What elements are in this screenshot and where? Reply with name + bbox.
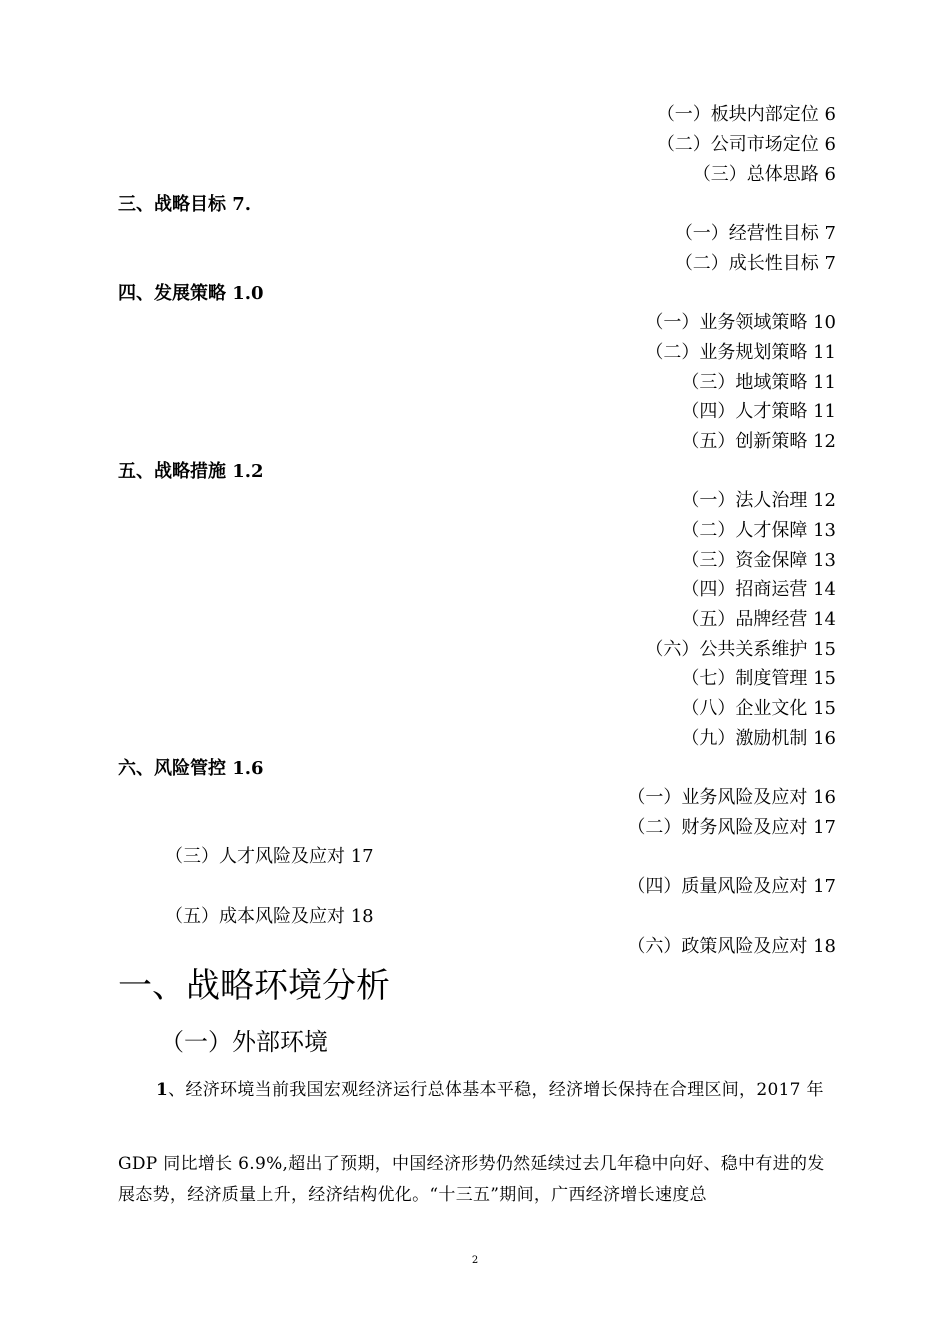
toc-entry[interactable]: （三）人才风险及应对 17 [165,846,374,867]
body-paragraph: GDP 同比增长 6.9%,超出了预期，中国经济形势仍然延续过去几年稳中向好、稳中有进的发展态势，经济质量上升，经济结构优化。“十三五”期间，广西经济增长速度总 [118,1154,825,1205]
section-heading-2: （一）外部环境 [160,1028,328,1056]
toc-entry[interactable]: （一）经营性目标 7 [674,223,836,244]
toc-section-heading[interactable]: 四、发展策略 1.0 [118,283,264,304]
toc-entry[interactable]: （二）财务风险及应对 17 [627,817,836,838]
toc-entry[interactable]: （五）成本风险及应对 18 [165,906,374,927]
toc-entry[interactable]: （四）招商运营 14 [681,579,836,600]
paragraph-number: 1 [156,1080,169,1100]
paragraph-text: 、经济环境当前我国宏观经济运行总体基本平稳，经济增长保持在合理区间，2017 年 [168,1080,824,1100]
toc-entry[interactable]: （三）资金保障 13 [681,550,836,571]
section-heading-1: 一、战略环境分析 [118,966,390,1006]
toc-entry[interactable]: （九）激励机制 16 [681,728,836,749]
toc-entry[interactable]: （六）公共关系维护 15 [645,639,836,660]
toc-entry[interactable]: （四）质量风险及应对 17 [627,876,836,897]
body-paragraph [118,1075,832,1106]
toc-section-heading[interactable]: 三、战略目标 7. [118,194,252,215]
toc-entry[interactable]: （七）制度管理 15 [681,668,836,689]
toc-entry[interactable]: （二）成长性目标 7 [674,253,836,274]
toc-entry[interactable]: （一）业务领域策略 10 [645,312,836,333]
toc-entry[interactable]: （五）创新策略 12 [681,431,836,452]
page-number: 2 [471,1255,479,1266]
toc-entry[interactable]: （二）人才保障 13 [681,520,836,541]
toc-entry[interactable]: （八）企业文化 15 [681,698,836,719]
toc-entry[interactable]: （六）政策风险及应对 18 [627,936,836,957]
toc-section-heading[interactable]: 六、风险管控 1.6 [118,758,264,779]
toc-entry[interactable]: （三）总体思路 6 [692,164,836,185]
toc-entry[interactable]: （二）业务规划策略 11 [645,342,836,363]
toc-entry[interactable]: （五）品牌经营 14 [681,609,836,630]
toc-entry[interactable]: （一）板块内部定位 6 [656,104,836,125]
toc-entry[interactable]: （四）人才策略 11 [681,401,836,422]
toc-entry[interactable]: （一）业务风险及应对 16 [627,787,836,808]
toc-entry[interactable]: （三）地域策略 11 [681,372,836,393]
toc-section-heading[interactable]: 五、战略措施 1.2 [118,461,264,482]
toc-entry[interactable]: （二）公司市场定位 6 [656,134,836,155]
toc-entry[interactable]: （一）法人治理 12 [681,490,836,511]
